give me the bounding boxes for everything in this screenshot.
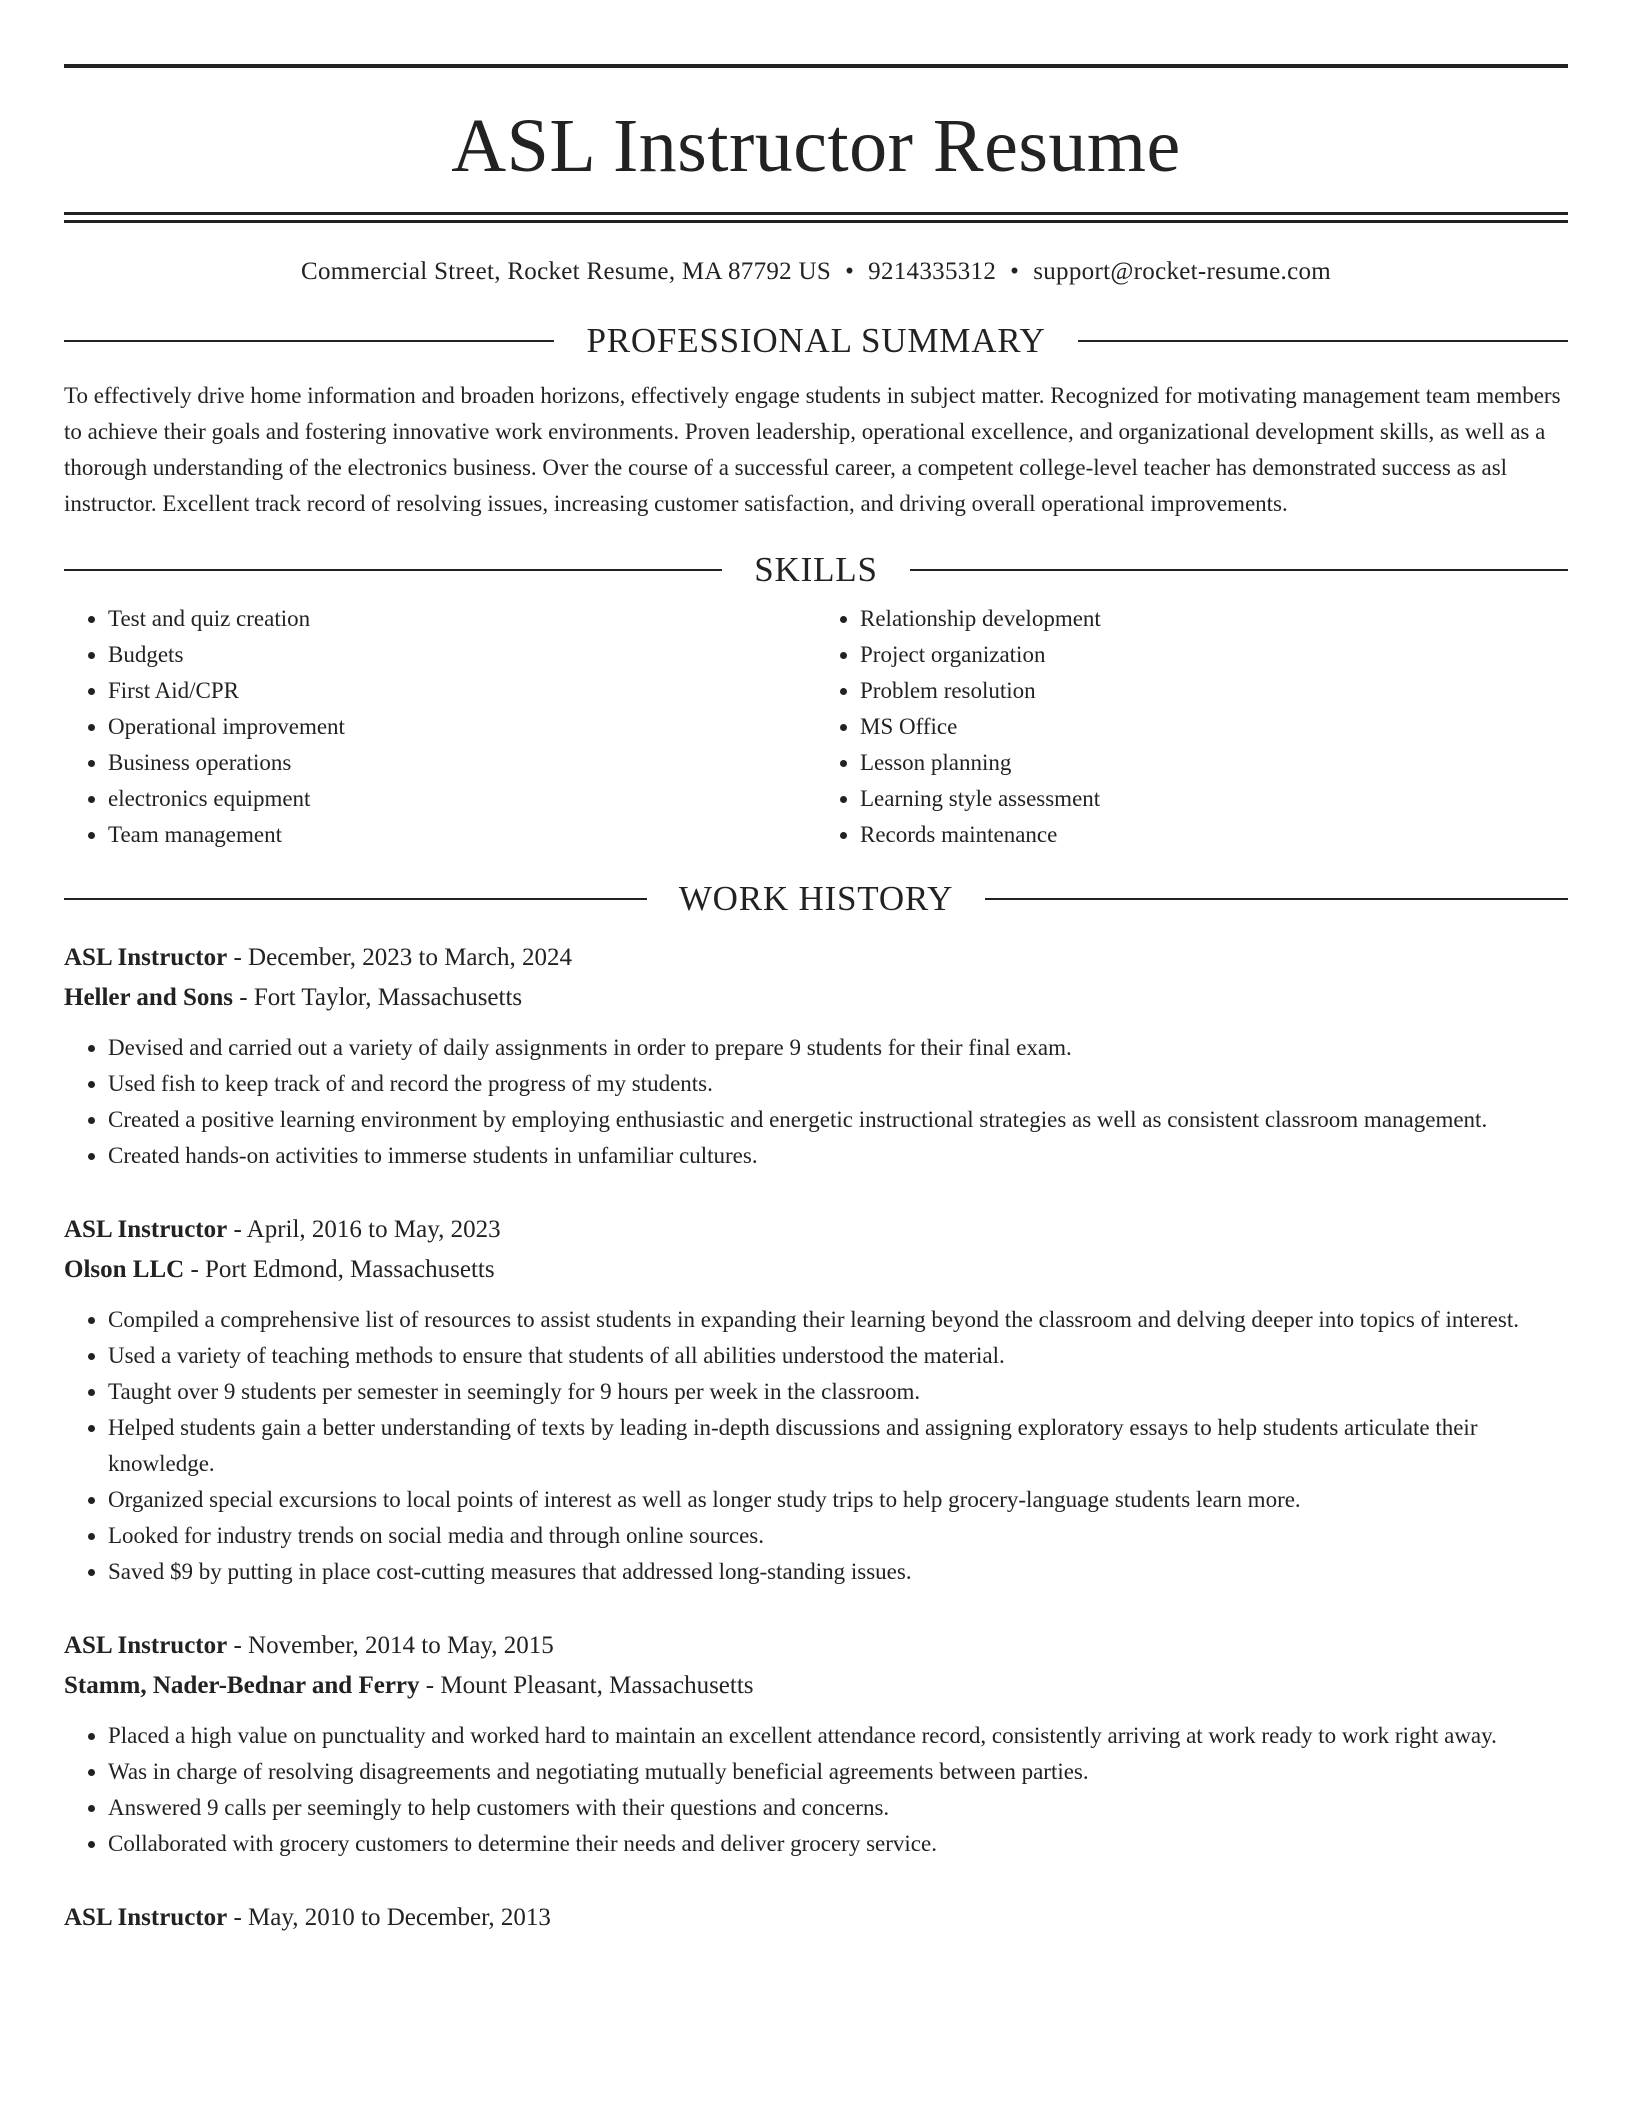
skill-item: • Test and quiz creation	[108, 601, 816, 637]
job-bullets	[64, 1030, 1568, 1174]
job-bullets	[64, 1718, 1568, 1862]
job-dates: - April, 2016 to May, 2023	[227, 1216, 501, 1243]
job-company: Heller and Sons	[64, 984, 234, 1011]
heading-rule-right	[985, 898, 1568, 900]
skill-item: • First Aid/CPR	[108, 673, 816, 709]
job-bullet: • Helped students gain a better understanding of texts by leading in-depth discussions and assigning exploratory essays to help students articulate their knowledge.	[108, 1410, 1568, 1482]
job-title: ASL Instructor	[64, 944, 228, 971]
heading-rule-right	[910, 569, 1568, 571]
skills-heading	[64, 552, 1568, 587]
skill-item: • Lesson planning	[860, 745, 1568, 781]
skill-item: • Project organization	[860, 637, 1568, 673]
job-entry	[64, 938, 1568, 1174]
contact-phone: 9214335312	[868, 258, 997, 285]
heading-rule-left	[64, 569, 722, 571]
job-dates: - May, 2010 to December, 2013	[227, 1904, 551, 1931]
skills-list-right	[816, 601, 1568, 853]
job-bullet: • Used fish to keep track of and record the progress of my students.	[108, 1066, 1568, 1102]
job-bullet: • Looked for industry trends on social media and through online sources.	[108, 1518, 1568, 1554]
skill-item: • electronics equipment	[108, 781, 816, 817]
job-title-line	[64, 1626, 1568, 1666]
job-company: Stamm, Nader-Bednar and Ferry	[64, 1672, 420, 1699]
job-bullet: • Saved $9 by putting in place cost-cutting measures that addressed long-standing issues.	[108, 1554, 1568, 1590]
resume-page	[64, 64, 1568, 1974]
skill-item: • Learning style assessment	[860, 781, 1568, 817]
job-bullet: • Collaborated with grocery customers to determine their needs and deliver grocery service.	[108, 1826, 1568, 1862]
skill-item: • Team management	[108, 817, 816, 853]
job-bullet: • Placed a high value on punctuality and worked hard to maintain an excellent attendance record, consistently arriving at work ready to work right away.	[108, 1718, 1568, 1754]
job-bullet: • Used a variety of teaching methods to ensure that students of all abilities understood the material.	[108, 1338, 1568, 1374]
skill-item: • MS Office	[860, 709, 1568, 745]
job-bullet: • Devised and carried out a variety of daily assignments in order to prepare 9 students for their final exam.	[108, 1030, 1568, 1066]
title-double-rule	[64, 212, 1568, 223]
job-bullet: • Taught over 9 students per semester in seemingly for 9 hours per week in the classroom.	[108, 1374, 1568, 1410]
summary-text: To effectively drive home information and broaden horizons, effectively engage students in subject matter. Recognized for motivating management team members to achieve their goals and fostering innovative work environments. Proven leadership, operational excellence, and organizational development skills, as well as a thorough understanding of the electronics business. Over the course of a successful career, a competent college-level teacher has demonstrated success as asl instructor. Excellent track record of resolving issues, increasing customer satisfaction, and driving overall operational improvements.	[64, 383, 1561, 516]
contact-line	[64, 257, 1568, 287]
job-entry	[64, 1626, 1568, 1862]
skills-heading-label: SKILLS	[754, 550, 878, 589]
skill-item: • Problem resolution	[860, 673, 1568, 709]
job-bullet: • Created a positive learning environment by employing enthusiastic and energetic instructional strategies as well as consistent classroom management.	[108, 1102, 1568, 1138]
job-title: ASL Instructor	[64, 1632, 228, 1659]
heading-rule-left	[64, 340, 554, 342]
job-bullet: • Created hands-on activities to immerse students in unfamiliar cultures.	[108, 1138, 1568, 1174]
skill-item: • Records maintenance	[860, 817, 1568, 853]
job-bullet: • Compiled a comprehensive list of resources to assist students in expanding their learning beyond the classroom and delving deeper into topics of interest.	[108, 1302, 1568, 1338]
job-bullet: • Answered 9 calls per seemingly to help customers with their questions and concerns.	[108, 1790, 1568, 1826]
skill-item: • Budgets	[108, 637, 816, 673]
skills-list-left	[64, 601, 816, 853]
contact-email: support@rocket-resume.com	[1033, 258, 1332, 285]
contact-separator: •	[1010, 258, 1020, 285]
job-company: Olson LLC	[64, 1256, 185, 1283]
skill-item: • Operational improvement	[108, 709, 816, 745]
job-company-line	[64, 978, 1568, 1018]
skill-item: • Relationship development	[860, 601, 1568, 637]
job-entry	[64, 1210, 1568, 1590]
job-title: ASL Instructor	[64, 1216, 228, 1243]
job-location: - Fort Taylor, Massachusetts	[233, 984, 523, 1011]
job-bullet: • Was in charge of resolving disagreements and negotiating mutually beneficial agreements between parties.	[108, 1754, 1568, 1790]
skills-columns	[64, 601, 1568, 853]
job-title: ASL Instructor	[64, 1904, 228, 1931]
job-location: - Mount Pleasant, Massachusetts	[419, 1672, 754, 1699]
heading-rule-left	[64, 898, 647, 900]
resume-title: ASL Instructor Resume	[451, 104, 1181, 188]
heading-rule-right	[1078, 340, 1568, 342]
summary-heading-label: PROFESSIONAL SUMMARY	[586, 321, 1046, 360]
job-entry	[64, 1898, 1568, 1938]
job-title-line	[64, 938, 1568, 978]
job-location: - Port Edmond, Massachusetts	[184, 1256, 495, 1283]
job-title-line	[64, 1210, 1568, 1250]
work-heading-label: WORK HISTORY	[678, 879, 954, 918]
job-company-line	[64, 1666, 1568, 1706]
job-dates: - December, 2023 to March, 2024	[227, 944, 572, 971]
job-bullet: • Organized special excursions to local points of interest as well as longer study trips to help grocery-language students learn more.	[108, 1482, 1568, 1518]
contact-address: Commercial Street, Rocket Resume, MA 87792 US	[300, 258, 832, 285]
job-title-line	[64, 1898, 1568, 1938]
job-company-line	[64, 1250, 1568, 1290]
summary-heading	[64, 323, 1568, 358]
contact-separator: •	[845, 258, 855, 285]
skill-item: • Business operations	[108, 745, 816, 781]
top-rule	[64, 64, 1568, 68]
job-dates: - November, 2014 to May, 2015	[227, 1632, 554, 1659]
work-heading	[64, 881, 1568, 916]
job-bullets	[64, 1302, 1568, 1590]
